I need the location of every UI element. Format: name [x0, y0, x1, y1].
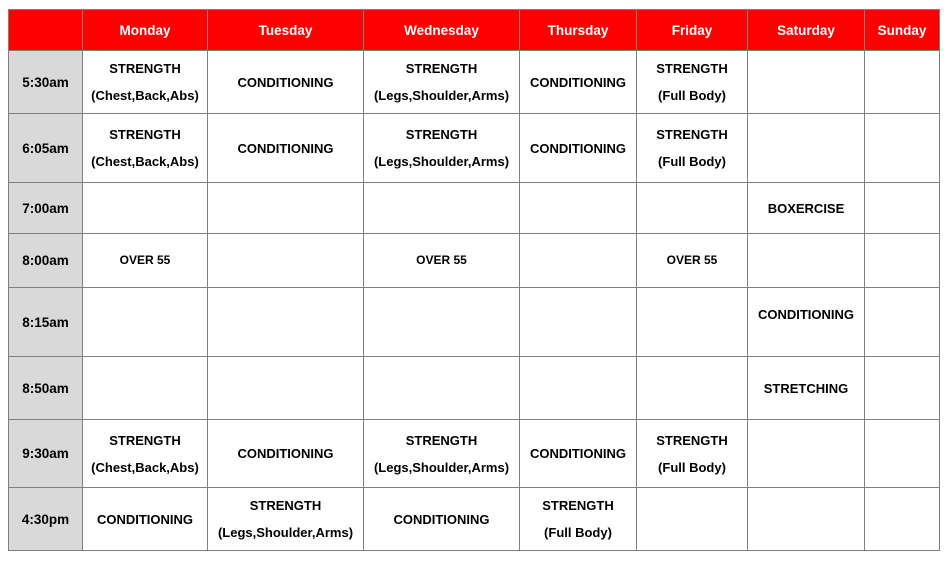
class-focus: (Legs,Shoulder,Arms)	[217, 525, 354, 540]
class-name: CONDITIONING	[529, 140, 627, 156]
class-cell-tuesday	[208, 288, 364, 357]
time-slot-label: 8:15am	[9, 288, 83, 357]
class-cell-wednesday	[364, 357, 520, 420]
class-cell-wednesday	[364, 234, 520, 288]
class-focus: (Chest,Back,Abs)	[91, 459, 199, 475]
class-name: BOXERCISE	[767, 200, 845, 216]
class-cell-sunday	[865, 234, 940, 288]
class-cell-wednesday	[364, 288, 520, 357]
class-cell-monday	[83, 420, 208, 488]
class-name: STRENGTH	[109, 127, 181, 142]
time-slot-label: 8:00am	[9, 234, 83, 288]
class-cell-sunday	[865, 288, 940, 357]
day-header-tuesday: Tuesday	[208, 10, 364, 51]
class-focus: (Chest,Back,Abs)	[91, 88, 199, 103]
class-cell-saturday	[748, 420, 865, 488]
class-cell-wednesday	[364, 51, 520, 114]
class-name: STRENGTH	[109, 432, 181, 448]
class-cell-thursday	[520, 234, 637, 288]
class-cell-tuesday	[208, 234, 364, 288]
class-name: CONDITIONING	[529, 446, 627, 461]
class-cell-monday	[83, 114, 208, 183]
class-cell-thursday	[520, 420, 637, 488]
class-cell-saturday	[748, 114, 865, 183]
class-cell-sunday	[865, 357, 940, 420]
class-cell-friday	[637, 234, 748, 288]
class-name: CONDITIONING	[757, 306, 855, 322]
class-cell-tuesday	[208, 488, 364, 551]
class-cell-monday	[83, 357, 208, 420]
class-cell-monday	[83, 183, 208, 234]
header-row	[9, 10, 940, 51]
class-focus: (Legs,Shoulder,Arms)	[373, 459, 510, 475]
class-cell-sunday	[865, 488, 940, 551]
class-name: STRENGTH	[542, 498, 614, 513]
class-cell-thursday	[520, 488, 637, 551]
class-name: STRENGTH	[405, 432, 478, 448]
class-focus: (Full Body)	[658, 154, 726, 169]
schedule-row	[9, 51, 940, 114]
class-cell-sunday	[865, 114, 940, 183]
class-name: CONDITIONING	[529, 74, 627, 90]
day-header-monday: Monday	[83, 10, 208, 51]
class-cell-tuesday	[208, 420, 364, 488]
class-cell-saturday	[748, 288, 865, 357]
schedule-row	[9, 183, 940, 234]
class-cell-thursday	[520, 114, 637, 183]
class-focus: (Legs,Shoulder,Arms)	[373, 88, 510, 103]
class-name: CONDITIONING	[237, 74, 334, 90]
class-name: CONDITIONING	[96, 511, 194, 527]
schedule-row	[9, 488, 940, 551]
class-cell-monday	[83, 288, 208, 357]
schedule-row	[9, 288, 940, 357]
time-slot-label: 5:30am	[9, 51, 83, 114]
class-cell-saturday	[748, 183, 865, 234]
schedule-body	[9, 51, 940, 551]
class-cell-wednesday	[364, 114, 520, 183]
class-cell-friday	[637, 357, 748, 420]
class-focus: (Full Body)	[658, 459, 726, 475]
class-name: STRENGTH	[109, 61, 181, 76]
header-corner-cell	[9, 10, 83, 51]
class-cell-monday	[83, 51, 208, 114]
time-slot-label: 8:50am	[9, 357, 83, 420]
class-cell-thursday	[520, 51, 637, 114]
class-name: STRENGTH	[656, 61, 728, 76]
class-focus: (Chest,Back,Abs)	[91, 154, 199, 169]
day-header-friday: Friday	[637, 10, 748, 51]
day-header-sunday: Sunday	[865, 10, 940, 51]
class-cell-saturday	[748, 234, 865, 288]
class-cell-saturday	[748, 51, 865, 114]
class-cell-saturday	[748, 357, 865, 420]
class-cell-tuesday	[208, 51, 364, 114]
class-name: STRENGTH	[656, 127, 728, 142]
class-name: OVER 55	[416, 253, 467, 267]
class-cell-thursday	[520, 357, 637, 420]
class-cell-tuesday	[208, 357, 364, 420]
class-cell-wednesday	[364, 488, 520, 551]
class-name: CONDITIONING	[237, 140, 334, 156]
day-header-thursday: Thursday	[520, 10, 637, 51]
class-cell-sunday	[865, 183, 940, 234]
class-name: CONDITIONING	[237, 446, 334, 461]
class-focus: (Full Body)	[544, 525, 612, 540]
class-cell-friday	[637, 183, 748, 234]
class-cell-tuesday	[208, 183, 364, 234]
class-cell-wednesday	[364, 420, 520, 488]
class-name: STRENGTH	[656, 432, 728, 448]
schedule-row	[9, 234, 940, 288]
class-cell-monday	[83, 234, 208, 288]
class-cell-friday	[637, 420, 748, 488]
class-name: STRETCHING	[763, 380, 849, 396]
class-cell-sunday	[865, 51, 940, 114]
class-cell-thursday	[520, 288, 637, 357]
time-slot-label: 9:30am	[9, 420, 83, 488]
class-name: STRENGTH	[405, 127, 478, 142]
class-name: CONDITIONING	[393, 511, 490, 527]
class-cell-friday	[637, 114, 748, 183]
class-cell-thursday	[520, 183, 637, 234]
class-name: STRENGTH	[405, 61, 478, 76]
day-header-wednesday: Wednesday	[364, 10, 520, 51]
schedule-row	[9, 357, 940, 420]
class-cell-monday	[83, 488, 208, 551]
class-cell-wednesday	[364, 183, 520, 234]
class-focus: (Full Body)	[658, 88, 726, 103]
class-name: OVER 55	[666, 253, 718, 267]
class-name: STRENGTH	[249, 498, 322, 513]
class-cell-friday	[637, 288, 748, 357]
class-schedule-table	[8, 9, 940, 551]
time-slot-label: 7:00am	[9, 183, 83, 234]
class-cell-friday	[637, 51, 748, 114]
class-cell-sunday	[865, 420, 940, 488]
schedule-header	[9, 10, 940, 51]
day-header-saturday: Saturday	[748, 10, 865, 51]
schedule-row	[9, 114, 940, 183]
class-cell-saturday	[748, 488, 865, 551]
time-slot-label: 6:05am	[9, 114, 83, 183]
class-focus: (Legs,Shoulder,Arms)	[373, 154, 510, 169]
class-cell-tuesday	[208, 114, 364, 183]
time-slot-label: 4:30pm	[9, 488, 83, 551]
schedule-row	[9, 420, 940, 488]
class-name: OVER 55	[119, 253, 171, 267]
class-cell-friday	[637, 488, 748, 551]
